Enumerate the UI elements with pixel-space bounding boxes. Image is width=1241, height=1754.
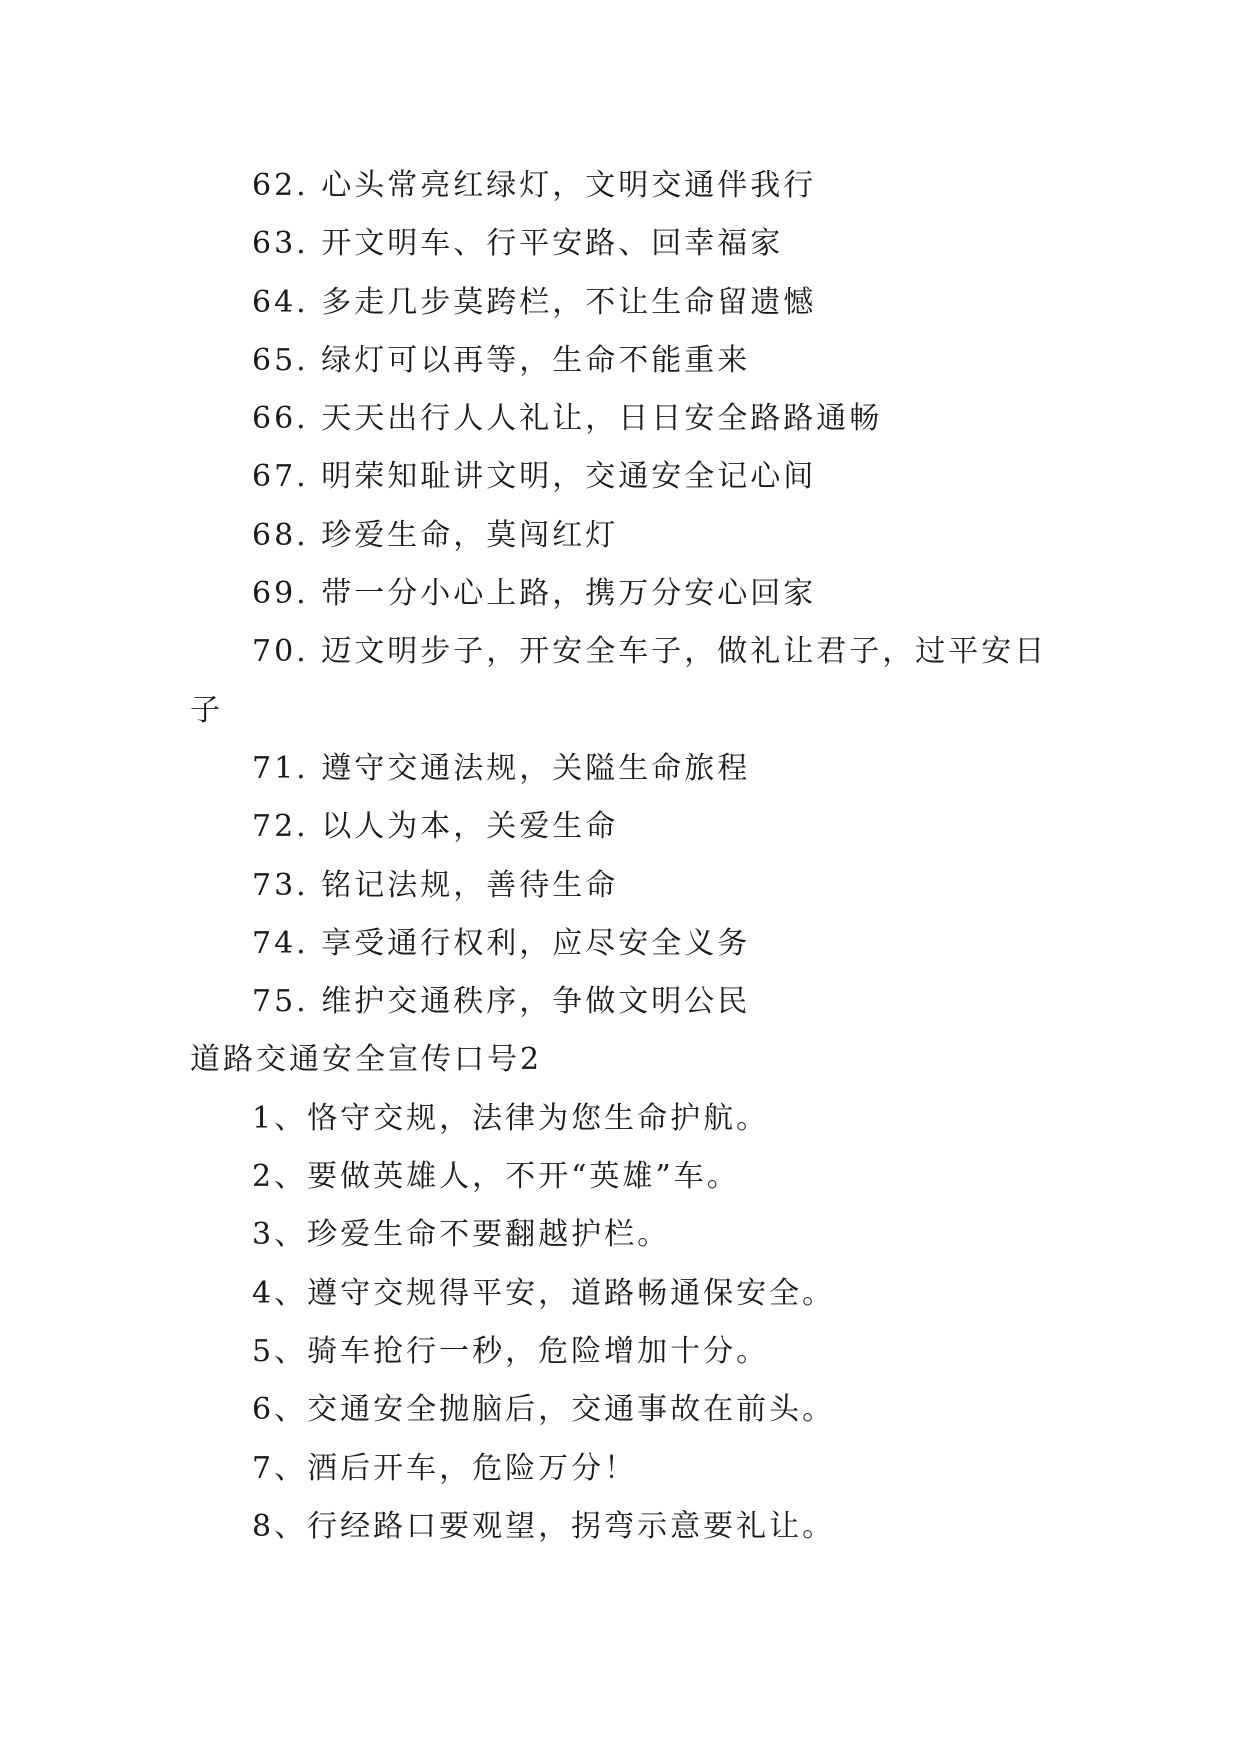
slogan-69: 69. 带一分小心上路，携万分安心回家 — [252, 576, 817, 612]
slogan-68: 68. 珍爱生命，莫闯红灯 — [252, 517, 619, 553]
slogan-2-5: 5、骑车抢行一秒，危险增加十分。 — [252, 1333, 770, 1369]
section-heading: 道路交通安全宣传口号2 — [190, 1042, 543, 1078]
slogan-2-4: 4、遵守交规得平安，道路畅通保安全。 — [252, 1275, 836, 1311]
slogan-2-2: 2、要做英雄人，不开“英雄”车。 — [252, 1159, 740, 1195]
slogan-2-7: 7、酒后开车，危险万分！ — [252, 1450, 638, 1486]
slogan-64: 64. 多走几步莫跨栏，不让生命留遗憾 — [252, 284, 817, 320]
slogan-72: 72. 以人为本，关爱生命 — [252, 809, 619, 845]
slogan-62: 62. 心头常亮红绿灯，文明交通伴我行 — [252, 168, 817, 203]
document-body — [190, 157, 1070, 1556]
slogan-2-3: 3、珍爱生命不要翻越护栏。 — [252, 1217, 671, 1253]
slogan-65: 65. 绿灯可以再等，生命不能重来 — [252, 342, 751, 378]
slogan-2-8: 8、行经路口要观望，拐弯示意要礼让。 — [252, 1508, 836, 1544]
slogan-73: 73. 铭记法规，善待生命 — [252, 867, 619, 903]
slogan-66: 66. 天天出行人人礼让，日日安全路路通畅 — [252, 401, 883, 437]
slogan-74: 74. 享受通行权利，应尽安全义务 — [252, 925, 751, 961]
slogan-71: 71. 遵守交通法规，关隘生命旅程 — [252, 750, 751, 786]
slogan-63: 63. 开文明车、行平安路、回幸福家 — [252, 226, 784, 262]
slogan-2-6: 6、交通安全抛脑后，交通事故在前头。 — [252, 1392, 836, 1428]
slogan-75: 75. 维护交通秩序，争做文明公民 — [252, 984, 751, 1020]
slogan-67: 67. 明荣知耻讲文明，交通安全记心间 — [252, 459, 817, 495]
slogan-2-1: 1、恪守交规，法律为您生命护航。 — [252, 1100, 770, 1136]
slogan-70: 70. 迈文明步子，开安全车子，做礼让君子，过平安日子 — [190, 634, 1048, 728]
